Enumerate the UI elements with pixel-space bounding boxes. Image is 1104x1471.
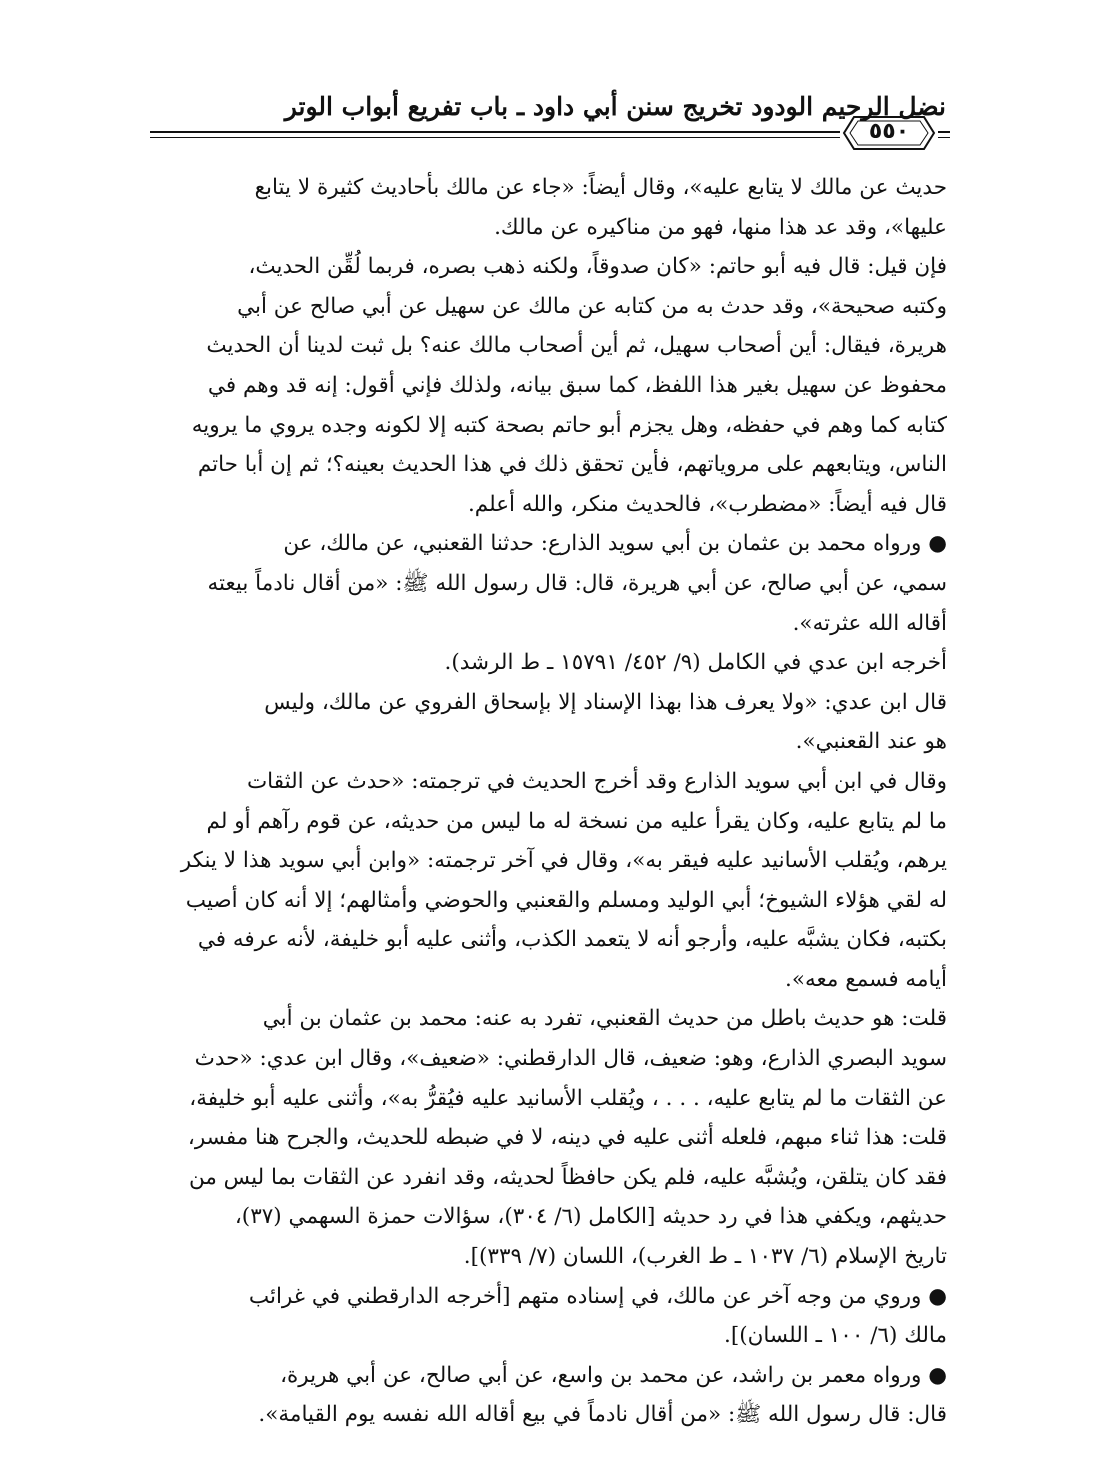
text-line: عليها»، وقد عد هذا منها، فهو من مناكيره عن مالك.	[494, 214, 947, 240]
text-line: قلت: هذا ثناء مبهم، فلعله أثنى عليه في دينه، لا في ضبطه للحديث، والجرح هنا مفسر،	[187, 1125, 947, 1151]
text-line: قال: قال رسول الله ﷺ: «من أقال نادماً في بيع أقاله الله نفسه يوم القيامة».	[258, 1402, 947, 1428]
page-header	[150, 92, 950, 154]
text-line: ما لم يتابع عليه، وكان يقرأ عليه من نسخة له ما ليس من حديثه، عن قوم رآهم أو لم	[206, 808, 947, 834]
text-line: سمي، عن أبي صالح، عن أبي هريرة، قال: قال رسول الله ﷺ: «من أقال نادماً بيعته	[207, 570, 947, 596]
text-line: أيامه فسمع معه».	[785, 966, 947, 992]
header-rule	[938, 137, 950, 138]
text-line: بكتبه، فكان يشبَّه عليه، وأرجو أنه لا يتعمد الكذب، وأثنى عليه أبو خليفة، لأنه عرفه في	[197, 927, 947, 953]
body-text	[155, 168, 947, 1435]
header-rule	[150, 131, 840, 133]
text-line: ● ورواه معمر بن راشد، عن محمد بن واسع، عن أبي صالح، عن أبي هريرة،	[280, 1362, 947, 1388]
text-line: قال ابن عدي: «ولا يعرف هذا بهذا الإسناد إلا بإسحاق الفروي عن مالك، وليس	[264, 689, 947, 715]
text-line: وكتبه صحيحة»، وقد حدث به من كتابه عن مالك عن سهيل عن أبي صالح عن أبي	[237, 293, 947, 319]
text-line: أخرجه ابن عدي في الكامل (٩/ ٤٥٢/ ١٥٧٩١ ـ ط الرشد).	[444, 650, 947, 676]
text-line: الناس، ويتابعهم على مروياتهم، فأين تحقق ذلك في هذا الحديث بعينه؟؛ ثم إن أبا حاتم	[197, 452, 947, 478]
text-line: قلت: هو حديث باطل من حديث القعنبي، تفرد به عنه: محمد بن عثمان بن أبي	[262, 1006, 947, 1032]
text-line: تاريخ الإسلام (٦/ ١٠٣٧ ـ ط الغرب)، اللسان (٧/ ٣٣٩)].	[463, 1244, 947, 1270]
text-line: هريرة، فيقال: أين أصحاب سهيل، ثم أين أصحاب مالك عنه؟ بل ثبت لدينا أن الحديث	[206, 333, 947, 359]
text-line: قال فيه أيضاً: «مضطرب»، فالحديث منكر، والله أعلم.	[467, 491, 947, 517]
text-line: فإن قيل: قال فيه أبو حاتم: «كان صدوقاً، ولكنه ذهب بصره، فربما لُقِّن الحديث،	[248, 254, 947, 280]
text-line: كتابه كما وهم في حفظه، وهل يجزم أبو حاتم بصحة كتبه إلا لكونه وجده يروي ما يرويه	[191, 412, 947, 438]
page-number: ٥٥٠	[868, 119, 910, 144]
header-rule	[150, 137, 840, 138]
text-line: هو عند القعنبي».	[795, 729, 947, 755]
text-line: سويد البصري الذارع، وهو: ضعيف، قال الدارقطني: «ضعيف»، وقال ابن عدي: «حدث	[194, 1046, 947, 1072]
text-line: وقال في ابن أبي سويد الذارع وقد أخرج الحديث في ترجمته: «حدث عن الثقات	[246, 768, 947, 794]
text-line: محفوظ عن سهيل بغير هذا اللفظ، كما سبق بيانه، ولذلك فإني أقول: إنه قد وهم في	[207, 372, 947, 398]
text-line: له لقي هؤلاء الشيوخ؛ أبي الوليد ومسلم والقعنبي والحوضي وأمثالهم؛ إلا أنه كان أصيب	[185, 887, 947, 913]
text-line: حديثهم، ويكفي هذا في رد حديثه [الكامل (٦/ ٣٠٤)، سؤالات حمزة السهمي (٣٧)،	[234, 1204, 947, 1230]
running-title: نضل الرحيم الودود تخريج سنن أبي داود ـ باب تفريع أبواب الوتر	[284, 92, 946, 121]
text-line: عن الثقات ما لم يتابع عليه، . . . ، ويُقلب الأسانيد عليه فيُقرُّ به»، وأثنى عليه أبو خليفة،	[189, 1085, 947, 1111]
header-rule	[938, 131, 950, 133]
text-line: أقاله الله عثرته».	[792, 610, 947, 636]
text-line: ● ورواه محمد بن عثمان بن أبي سويد الذارع: حدثنا القعنبي، عن مالك، عن	[283, 531, 947, 557]
text-line: يرهم، ويُقلب الأسانيد عليه فيقر به»، وقال في آخر ترجمته: «وابن أبي سويد هذا لا ينكر	[180, 848, 947, 874]
text-line: حديث عن مالك لا يتابع عليه»، وقال أيضاً: «جاء عن مالك بأحاديث كثيرة لا يتابع	[254, 175, 947, 200]
text-line: فقد كان يتلقن، ويُشبَّه عليه، فلم يكن حافظاً لحديثه، وقد انفرد عن الثقات بما ليس من	[188, 1164, 947, 1190]
text-line: ● وروي من وجه آخر عن مالك، في إسناده متهم [أخرجه الدارقطني في غرائب	[248, 1283, 947, 1309]
text-line: مالك (٦/ ١٠٠ ـ اللسان)].	[723, 1323, 947, 1349]
